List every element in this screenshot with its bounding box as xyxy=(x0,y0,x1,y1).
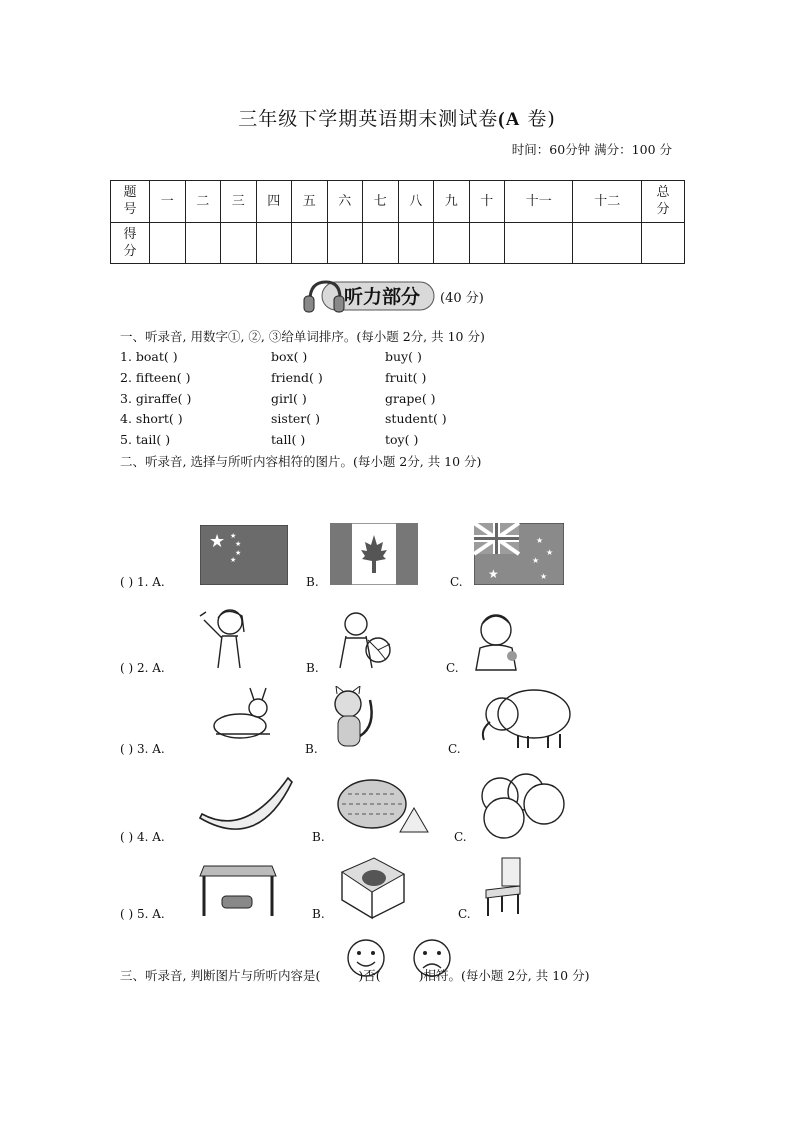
q3-c-label: C. xyxy=(448,742,461,756)
grandma-image xyxy=(468,606,528,672)
q5-b-label: B. xyxy=(312,907,325,921)
smiley-face-icon xyxy=(346,938,386,978)
part1-word-item: 1. boat( ) xyxy=(120,349,178,364)
part1-word-item: grape( ) xyxy=(385,390,436,406)
svg-text:★: ★ xyxy=(235,540,242,548)
part1-word-item: friend( ) xyxy=(271,369,323,385)
score-cell xyxy=(469,222,505,264)
listening-banner xyxy=(300,276,495,316)
q4-number: ( ) 4. A. xyxy=(120,830,165,844)
score-header-cell: 四 xyxy=(256,181,292,223)
score-header-cell: 十二 xyxy=(573,181,642,223)
svg-text:★: ★ xyxy=(230,556,237,564)
listening-label: 听力部分 xyxy=(344,286,421,308)
score-cell xyxy=(573,222,642,264)
title-rest: 卷) xyxy=(520,108,556,130)
q3-number: ( ) 3. A. xyxy=(120,742,165,756)
score-header-cell: 三 xyxy=(221,181,257,223)
q5-c-label: C. xyxy=(458,907,471,921)
canada-flag-image xyxy=(330,523,418,585)
elephant-image xyxy=(468,684,576,752)
score-header-cell: 六 xyxy=(327,181,363,223)
part1-word-item: 5. tail( ) xyxy=(120,432,171,448)
sad-face-icon xyxy=(412,938,452,978)
q1-b-label: B. xyxy=(306,575,319,589)
svg-text:★: ★ xyxy=(546,548,554,557)
q2-b-label: B. xyxy=(306,661,319,675)
svg-text:★: ★ xyxy=(532,556,540,565)
score-cell xyxy=(292,222,328,264)
part1-word-item: toy( ) xyxy=(385,432,419,448)
score-header-cell: 十 xyxy=(469,181,505,223)
part1-word-item: 3. giraffe( ) xyxy=(120,390,192,406)
table-car-image xyxy=(198,856,278,918)
banana-image xyxy=(198,774,294,840)
china-flag-image xyxy=(200,525,288,585)
part1-word-item: buy( ) xyxy=(385,349,422,364)
score-header-cell: 九 xyxy=(434,181,470,223)
q1-number: ( ) 1. A. xyxy=(120,575,165,589)
score-header-cell: 五 xyxy=(292,181,328,223)
old-man-fan-image xyxy=(330,604,394,670)
time-info: 时间：60分钟 满分：100 分 xyxy=(511,142,672,157)
watermelon-image xyxy=(334,776,430,838)
score-header-cell: 七 xyxy=(363,181,399,223)
svg-text:★: ★ xyxy=(209,531,226,552)
score-cell xyxy=(150,222,186,264)
part1-word-item: girl( ) xyxy=(271,390,307,406)
chair-image xyxy=(478,854,528,920)
score-cell xyxy=(221,222,257,264)
score-cell xyxy=(363,222,399,264)
title-paren: ( xyxy=(498,109,506,130)
score-cell xyxy=(434,222,470,264)
part1-heading: 一、听录音, 用数字①, ②, ③给单词排序。(每小题 2分, 共 10 分) xyxy=(120,329,485,344)
australia-flag-image xyxy=(474,523,564,585)
q2-number: ( ) 2. A. xyxy=(120,661,165,675)
score-header-cell: 总 分 xyxy=(642,181,685,223)
listening-points: (40 分) xyxy=(440,291,484,306)
part1-word-item: tall( ) xyxy=(271,432,306,448)
score-cell xyxy=(256,222,292,264)
score-header-cell: 一 xyxy=(150,181,186,223)
part1-word-item: student( ) xyxy=(385,411,447,427)
part3-heading-c: )相符。(每小题 2分, 共 10 分) xyxy=(418,968,590,983)
part1-word-item: fruit( ) xyxy=(385,369,427,385)
score-header-cell: 十一 xyxy=(505,181,573,223)
part3-heading-a: 三、听录音, 判断图片与所听内容是( xyxy=(120,968,321,983)
q1-c-label: C. xyxy=(450,575,463,589)
part3-heading-b: )否( xyxy=(358,968,381,983)
svg-text:★: ★ xyxy=(230,532,237,540)
score-cell xyxy=(185,222,221,264)
q5-number: ( ) 5. A. xyxy=(120,907,165,921)
score-cell xyxy=(505,222,573,264)
part2-heading: 二、听录音, 选择与所听内容相符的图片。(每小题 2分, 共 10 分) xyxy=(120,454,482,469)
svg-text:★: ★ xyxy=(235,549,242,557)
score-table xyxy=(110,180,685,264)
svg-text:★: ★ xyxy=(536,536,544,545)
score-value-row xyxy=(111,222,685,264)
part1-word-item: sister( ) xyxy=(271,411,320,427)
part1-word-item: 2. fifteen( ) xyxy=(120,369,191,385)
part1-word-item: box( ) xyxy=(271,349,308,364)
svg-text:★: ★ xyxy=(540,572,548,581)
score-header-row xyxy=(111,181,685,223)
q4-c-label: C. xyxy=(454,830,467,844)
title-version: A xyxy=(505,109,521,130)
donkey-image xyxy=(200,686,272,744)
score-row-label-question: 题 号 xyxy=(111,181,150,223)
title-main: 三年级下学期英语期末测试卷 xyxy=(238,108,499,130)
score-row-label-score: 得 分 xyxy=(111,222,150,264)
score-header-cell: 二 xyxy=(185,181,221,223)
page-title xyxy=(0,104,794,131)
girl-waving-image xyxy=(196,602,260,670)
oranges-image xyxy=(474,772,570,842)
box-image xyxy=(336,852,408,922)
cat-image xyxy=(326,686,378,750)
score-header-cell: 八 xyxy=(398,181,434,223)
score-cell xyxy=(642,222,685,264)
svg-text:★: ★ xyxy=(488,567,499,581)
score-cell xyxy=(327,222,363,264)
q2-c-label: C. xyxy=(446,661,459,675)
q4-b-label: B. xyxy=(312,830,325,844)
q3-b-label: B. xyxy=(305,742,318,756)
score-cell xyxy=(398,222,434,264)
part1-word-item: 4. short( ) xyxy=(120,411,183,427)
